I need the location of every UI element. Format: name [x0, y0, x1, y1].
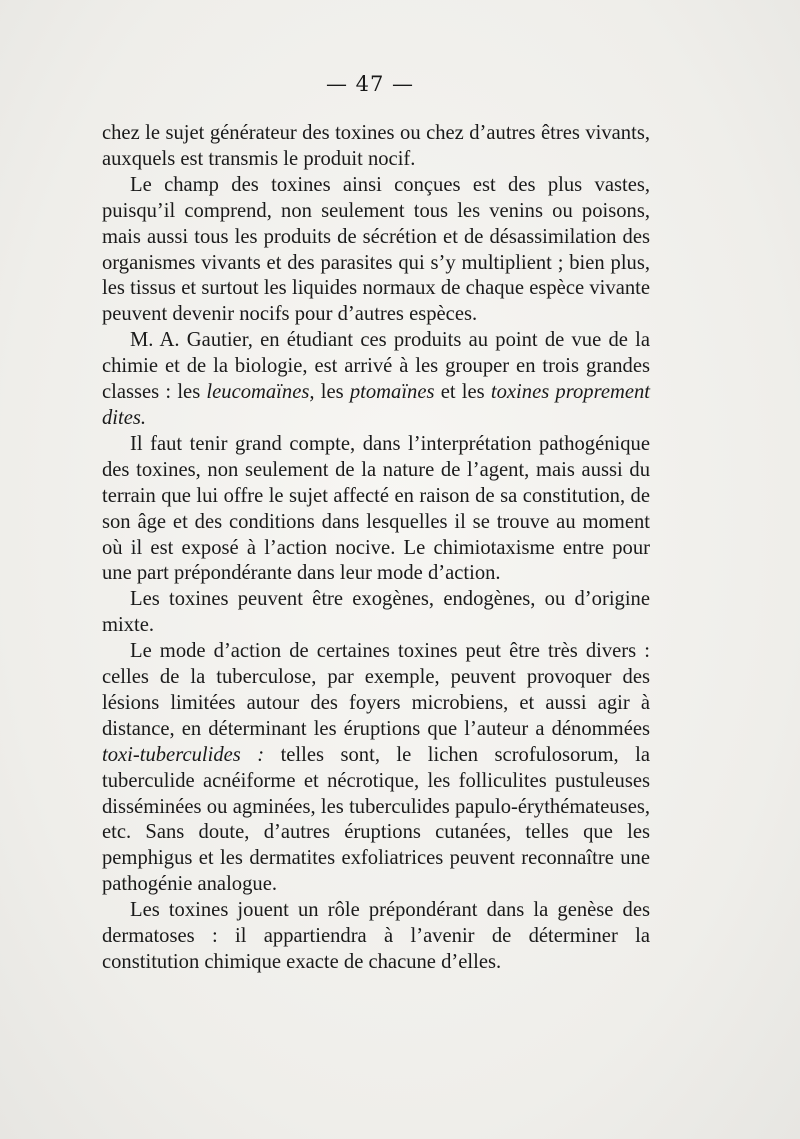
term-ptomaines: ptomaïnes — [349, 381, 435, 404]
body-text — [102, 121, 650, 976]
gautier-text-2: les — [314, 381, 350, 404]
gautier-text: M. A. Gautier, en étudiant ces produits au point de vue de la chimie et de la biologie, est arrivé à les grouper en trois grandes classes : les — [102, 329, 650, 404]
term-toxines-proprement-dites: toxines proprement dites. — [102, 381, 650, 429]
paragraph-role-preponderant: Les toxines jouent un rôle prépondérant dans la genèse des dermatoses : il appartiendra à l’avenir de déterminer la constitution chimique exacte de chacune d’elles. — [102, 899, 650, 973]
paragraph-interpretation-pathogenique: Il faut tenir grand compte, dans l’interprétation pathogénique des toxines, non seulement de la nature de l’agent, mais aussi du terrain que lui offre le sujet affecté en raison de sa constitution, de son âge et des conditions dans lesquelles il se trouve au moment où il est exposé à l’action nocive. Le chimiotaxisme entre pour une part prépondérante dans leur mode d’action. — [102, 432, 650, 585]
mode-action-text-2: telles sont, le lichen scrofulosorum, la tuberculide acnéiforme et nécrotique, les folliculites pustuleuses disséminées ou agminées, les tuberculides papulo-érythémateuses, etc. Sans doute, d’autres éruptions cutanées, telles que les pemphigus et les dermatites exfoliatrices peuvent reconnaître une pathogénie analogue. — [102, 743, 650, 896]
gautier-text-3: et les — [434, 381, 491, 404]
term-leucomaines: leucomaïnes, — [206, 381, 315, 404]
paragraph-gautier-classes — [102, 328, 650, 432]
paragraph-origines: Les toxines peuvent être exogènes, endogènes, ou d’origine mixte. — [102, 588, 650, 637]
paragraph-champ-des-toxines: Le champ des toxines ainsi conçues est des plus vastes, puisqu’il comprend, non seulement tous les venins ou poisons, mais aussi tous les produits de sécrétion et de désassimilation des organismes vivants et des parasites qui s’y multiplient ; bien plus, les tissus et surtout les liquides normaux de chaque espèce vivante peuvent devenir nocifs pour d’autres espèces. — [102, 173, 650, 326]
page-number: — 47 — — [325, 72, 415, 96]
term-toxi-tuberculides: toxi-tuberculides : — [102, 743, 265, 766]
mode-action-text: Le mode d’action de certaines toxines peut être très divers : celles de la tuberculose, par exemple, peuvent provoquer des lésions limitées autour des foyers microbiens, et aussi agir à distance, en déterminant les éruptions que l’auteur a dénommées — [102, 640, 650, 740]
paragraph-continuation: chez le sujet générateur des toxines ou chez d’autres êtres vivants, auxquels est transmis le produit nocif. — [102, 122, 650, 170]
paragraph-mode-action — [102, 639, 650, 898]
